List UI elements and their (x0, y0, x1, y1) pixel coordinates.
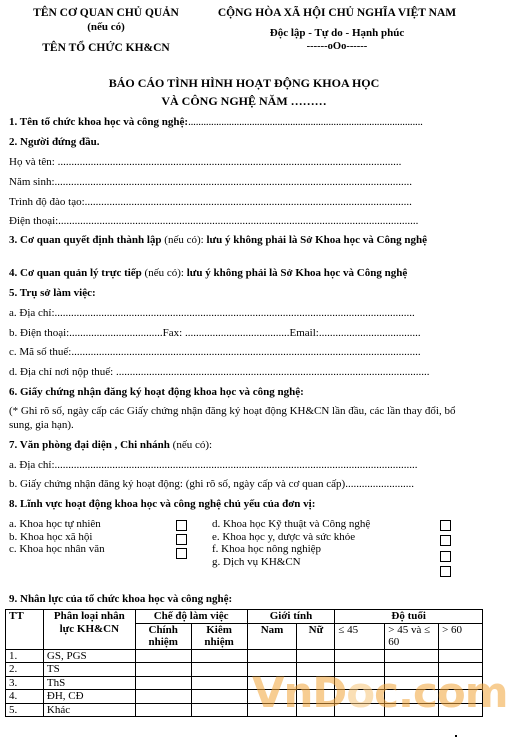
organization-name: TÊN TỔ CHỨC KH&CN (42, 42, 170, 54)
tax-code-field: c. Mã số thuế:............................................................................................................................... (9, 346, 421, 358)
section-7 (9, 438, 457, 452)
cell-part-time[interactable] (191, 649, 247, 663)
field-st-services: g. Dịch vụ KH&CN (212, 555, 301, 568)
parent-agency-note: (nếu có) (87, 21, 125, 33)
col-regime-header: Chế độ làm việc (135, 610, 247, 624)
col-age-over60-header: > 60 (439, 623, 483, 649)
row-tt: 2. (6, 663, 44, 677)
col-age-45-60-header: > 45 và ≤ 60 (385, 623, 439, 649)
branch-address-field: a. Địa chỉ:.................................................................................................................................... (9, 459, 418, 471)
cell-age-under45[interactable] (335, 649, 385, 663)
section-2-label: 2. Người đứng đầu. (9, 136, 100, 148)
row-type: ĐH, CĐ (43, 690, 135, 704)
science-field-left-column (9, 518, 105, 556)
col-age-header: Độ tuổi (335, 610, 483, 624)
section-3-label: 3. Cơ quan quyết định thành lập (9, 234, 162, 246)
header-separator: ------oOo------ (306, 41, 368, 52)
cell-full-time[interactable] (135, 649, 191, 663)
section-4 (9, 266, 457, 280)
row-tt: 3. (6, 676, 44, 690)
cell-full-time[interactable] (135, 703, 191, 717)
field-agriculture: f. Khoa học nông nghiệp (212, 543, 322, 555)
tax-address-field: d. Địa chỉ nơi nộp thuế: .................................................................................................................. (9, 366, 430, 378)
col-male-header: Nam (247, 623, 297, 649)
leader-phone-field: Điện thoại:................................................................................................................................... (9, 215, 419, 227)
office-address-field: a. Địa chỉ:................................................................................................................................... (9, 307, 415, 319)
row-type: TS (43, 663, 135, 677)
row-type: Khác (43, 703, 135, 717)
cell-part-time[interactable] (191, 676, 247, 690)
col-type-header: Phân loại nhân lực KH&CN (43, 610, 135, 650)
checkbox-medical-science[interactable] (440, 535, 451, 546)
section-7-optional: (nếu có): (169, 439, 213, 451)
report-title-line1: BÁO CÁO TÌNH HÌNH HOẠT ĐỘNG KHOA HỌC (108, 76, 380, 90)
cell-part-time[interactable] (191, 690, 247, 704)
table-row (6, 649, 483, 663)
col-tt-header: TT (6, 610, 44, 650)
science-field-right-column (212, 518, 370, 568)
checkbox-agriculture[interactable] (440, 551, 451, 562)
field-medical-science: e. Khoa học y, dược và sức khỏe (212, 530, 356, 543)
leader-name-field: Họ và tên: ............................................................................................................................. (9, 156, 402, 168)
agency-header (22, 6, 190, 55)
national-header (192, 6, 482, 54)
cell-part-time[interactable] (191, 663, 247, 677)
watermark-part-1: VnD (252, 668, 347, 717)
section-6-note: (* Ghi rõ số, ngày cấp các Giấy chứng nhận đăng ký hoạt động KH&CN lần đầu, các lần thay đổi, bổ sung, gia hạn). (9, 405, 456, 431)
cell-part-time[interactable] (191, 703, 247, 717)
section-3-note: lưu ý không phải là Sở Khoa học và Công nghệ (206, 234, 427, 246)
cell-full-time[interactable] (135, 690, 191, 704)
parent-agency-name: TÊN CƠ QUAN CHỦ QUẢN (33, 7, 179, 19)
section-4-label: 4. Cơ quan quản lý trực tiếp (9, 267, 142, 279)
field-humanities: c. Khoa học nhân văn (9, 543, 105, 555)
page-dot (455, 735, 457, 737)
row-tt: 1. (6, 649, 44, 663)
checkbox-social-science[interactable] (176, 534, 187, 545)
section-4-optional: (nếu có): (141, 267, 187, 279)
col-part-time-header: Kiêm nhiệm (191, 623, 247, 649)
checkbox-humanities[interactable] (176, 548, 187, 559)
cell-age-45-60[interactable] (385, 649, 439, 663)
field-social-science: b. Khoa học xã hội (9, 530, 93, 543)
cell-female[interactable] (297, 649, 335, 663)
office-phone-fax-email-field: b. Điện thoại:..................................Fax: ......................................Email:..................................... (9, 327, 421, 339)
section-3 (9, 233, 469, 247)
col-age-under45-header: ≤ 45 (335, 623, 385, 649)
cell-age-over60[interactable] (439, 649, 483, 663)
row-tt: 5. (6, 703, 44, 717)
field-engineering-technology: d. Khoa học Kỹ thuật và Công nghệ (212, 518, 371, 530)
section-4-note: lưu ý không phải là Sở Khoa học và Công nghệ (186, 267, 408, 279)
report-title-line2: VÀ CÔNG NGHỆ NĂM ……… (161, 94, 327, 108)
col-full-time-header: Chính nhiệm (135, 623, 191, 649)
section-9-label: 9. Nhân lực của tổ chức khoa học và công nghệ: (9, 593, 233, 605)
section-3-optional: (nếu có): (161, 234, 207, 246)
section-7-label: 7. Văn phòng đại diện , Chi nhánh (9, 439, 170, 451)
watermark-part-3: c.com (374, 668, 508, 717)
section-1-label: 1. Tên tổ chức khoa học và công nghệ: (9, 116, 189, 128)
cell-male[interactable] (247, 649, 297, 663)
cell-full-time[interactable] (135, 676, 191, 690)
watermark-part-2: o (346, 668, 375, 717)
checkbox-engineering-technology[interactable] (440, 520, 451, 531)
field-natural-science: a. Khoa học tự nhiên (9, 518, 101, 530)
col-gender-header: Giới tính (247, 610, 335, 624)
science-field-grid (9, 518, 479, 580)
checkbox-st-services[interactable] (440, 566, 451, 577)
row-type: ThS (43, 676, 135, 690)
branch-certificate-field: b. Giấy chứng nhận đăng ký hoạt động: (ghi rõ số, ngày cấp và cơ quan cấp)......................... (9, 478, 414, 490)
section-8-label: 8. Lĩnh vực hoạt động khoa học và công nghệ chủ yếu của đơn vị: (9, 498, 316, 510)
section-1-fill: ............................................................................................ (188, 116, 423, 128)
report-title (0, 74, 488, 110)
col-female-header: Nữ (297, 623, 335, 649)
leader-degree-field: Trình độ đào tạo:....................................................................................................................... (9, 196, 412, 208)
section-6-label: 6. Giấy chứng nhận đăng ký hoạt động khoa học và công nghệ: (9, 386, 304, 398)
checkbox-natural-science[interactable] (176, 520, 187, 531)
national-motto: Độc lập - Tự do - Hạnh phúc (269, 27, 405, 39)
section-5-label: 5. Trụ sở làm việc: (9, 287, 96, 299)
table-header-row-1 (6, 610, 483, 624)
row-type: GS, PGS (43, 649, 135, 663)
country-name: CỘNG HÒA XÃ HỘI CHỦ NGHĨA VIỆT NAM (217, 7, 457, 19)
section-1 (9, 115, 457, 129)
leader-birth-field: Năm sinh:.................................................................................................................................. (9, 176, 413, 188)
cell-full-time[interactable] (135, 663, 191, 677)
row-tt: 4. (6, 690, 44, 704)
vndoc-watermark-logo (252, 668, 508, 717)
